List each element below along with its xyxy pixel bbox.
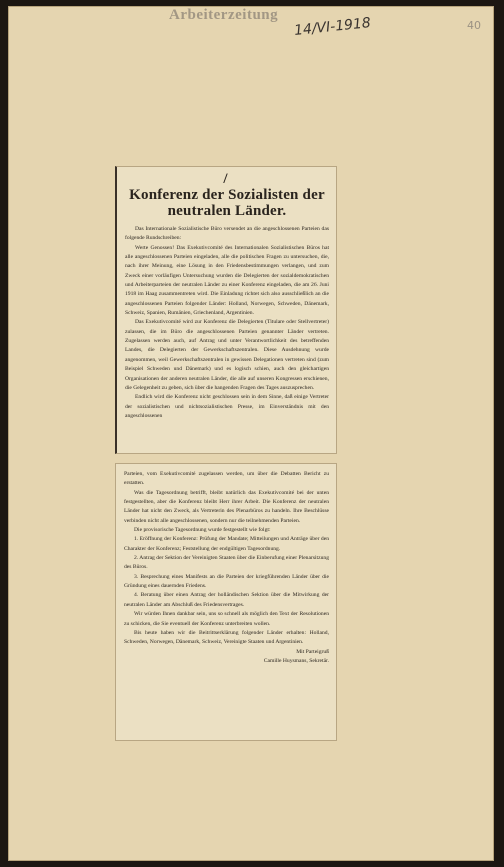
paragraph: 3. Besprechung eines Manifests an die Parteien der kriegführenden Länder über die Gründung eines dauernden Friedens. — [124, 573, 329, 590]
clipping-top — [115, 166, 337, 454]
headline-line-1: Konferenz der Sozialisten der — [129, 187, 325, 203]
paragraph: Das Internationale Sozialistische Büro versendet an die angeschlossenen Parteien das folgende Rundschreiben: — [125, 226, 329, 242]
paragraph: Was die Tagesordnung betrifft, bleibt natürlich das Exekutivcomité bei der unten festgestellten, aber die Konferenz bleibt Herr ihrer Arbeit. Die Konferenz der neutralen Länder hat nicht den Zweck, als Vertreterin des Plenarbüros zu handeln. Ihre Beschlüsse verbinden nicht alle angeschlossenen, sondern nur die teilnehmenden Parteien. — [124, 489, 329, 524]
headline — [125, 171, 329, 219]
paragraph: 2. Antrag der Sektion der Vereinigten Staaten über die Einberufung einer Plenarsitzung des Büros. — [124, 555, 329, 571]
paragraph: 4. Beratung über einen Antrag der holländischen Sektion über die Mitwirkung der neutralen Länder am Abschluß des Friedensvertrages. — [124, 592, 329, 608]
paragraph: 1. Eröffnung der Konferenz: Prüfung der Mandate; Mitteilungen und Anträge über den Charakter der Konferenz; Feststellung der endgültigen Tagesordnung. — [124, 536, 329, 552]
newspaper-stamp: Arbeiterzeitung — [169, 7, 279, 23]
headline-line-2: neutralen Länder. — [167, 203, 287, 219]
paragraph: Bis heute haben wir die Beitrittserklärung folgender Länder erhalten: Holland, Schweden, Norwegen, Dänemark, Schweiz, Vereinigte Staaten und Argentinien. — [124, 629, 329, 646]
paragraph: Camille Huysmans, Sekretär. — [263, 657, 329, 664]
paragraph: Mit Parteigruß — [296, 648, 329, 655]
paragraph: Die provisorische Tagesordnung wurde festgestellt wie folgt: — [134, 527, 271, 534]
clipping-bottom — [115, 463, 337, 741]
paragraph: Wir würden Ihnen dankbar sein, uns so schnell als möglich den Text der Resolutionen zu schicken, die Sie eventuell der Konferenz unterbreiten wollen. — [124, 611, 329, 627]
page-number: 40 — [467, 19, 481, 32]
paragraph: Endlich wird die Konferenz nicht geschlossen sein in dem Sinne, daß einige Vertreter der sozialistischen und nichtsozialistischen Presse, im Einverständnis mit den angeschlossenen — [125, 394, 329, 419]
paragraph: Werte Genossen! Das Exekutivcomité des Internationalen Sozialistischen Büros hat alle angeschlossenen Parteien eingeladen, alle die politischen Fragen zu untersuchen, die, nach ihrer Meinung, eine Lösung in den Friedensbestimmungen verlangen, und zum Zweck einer vorläufigen Untersuchung wurden die Delegierten der sozialdemokratischen und Arbeiterparteien der neutralen Länder zu einer Konferenz eingeladen, die am 26. Juni 1918 im Haag zusammentreten wird. Die Einladung richtet sich also ausschließlich an die angeschlossenen Parteien folgender Länder: Holland, Norwegen, Schweden, Dänemark, Schweiz, Spanien, Rumänien, Griechenland, Argentinien. — [125, 244, 329, 317]
handwritten-date: 14/VI-1918 — [293, 15, 372, 39]
slash-mark-icon: / — [223, 171, 228, 187]
paragraph: Das Exekutivcomité wird zur Konferenz die Delegierten (Titulare oder Stellvertreter) zulassen, die im Büro die angeschlossenen Parteien genannter Länder vertreten. Zugelassen werden auch, auf Antrag und unter Verantwortlichkeit des betreffenden Landes, die Delegierten der Gewerkschaftszentralen. Diese Ausdehnung wurde angenommen, weil Gewerkschaftszentralen in gewissen Delegationen vertreten sind (zum Beispiel Schweden und Dänemark) und es logisch schien, auch den gleichartigen Organisationen der anderen neutralen Länder, die alle auf unseren Kongressen erschienen, die Gelegenheit zu geben, sich über die hangenden Fragen des Tages auszusprechen. — [125, 319, 329, 391]
paragraph: Parteien, vom Exekutivcomité zugelassen werden, um über die Debatten Bericht zu erstatten. — [124, 471, 329, 487]
